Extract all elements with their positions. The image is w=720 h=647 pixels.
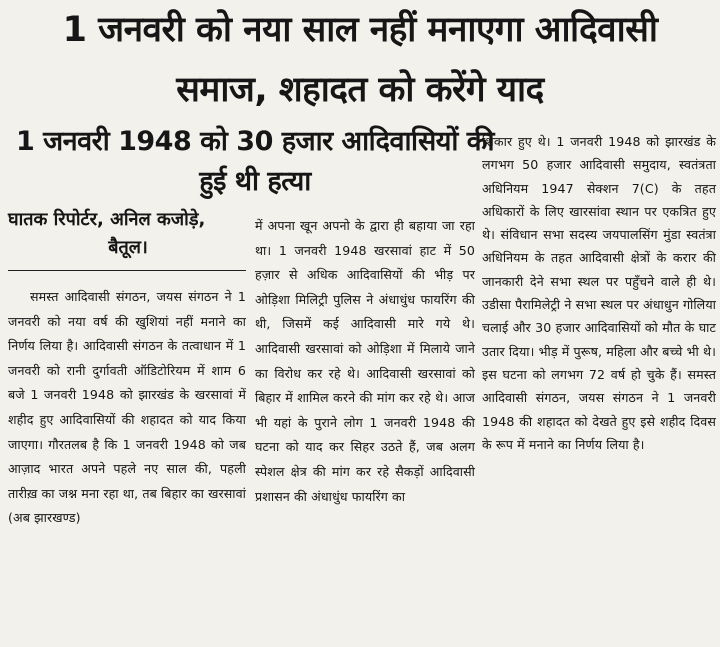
article-column-2-text: में अपना खून अपनो के द्वारा ही बहाया जा रहा था। 1 जनवरी 1948 खरसावां हाट में 50 हज़ार से अधिक आदिवासियों की भीड़ पर ओड़िशा मिलिट्री पुलिस ने अंधाधुंध फायरिंग की थी, जिसमें कई आदिवासी मारे गये थे। आदिवासी खरसावां को ओड़िशा में मिलाये जाने का विरोध कर रहे थे। आदिवासी खरसावां को बिहार में शामिल करने की मांग कर रहे थे। आज भी यहां के पुराने लोग 1 जनवरी 1948 की घटना को याद कर सिहर उठते हैं, जब अलग स्पेशल क्षेत्र की मांग कर रहे सैकड़ों आदिवासी प्रशासन की अंधाधुंध फायरिंग का [255, 218, 475, 504]
byline-reporter: घातक रिपोर्टर, अनिल कजोड़े, [8, 209, 206, 230]
byline-divider [8, 270, 246, 271]
article-column-3 [482, 130, 716, 456]
headline-line-2: समाज, शहादत को करेंगे याद [176, 70, 544, 110]
article-column-1 [8, 285, 246, 531]
byline-location: बैतूल। [108, 237, 148, 258]
headline-line-1: 1 जनवरी को नया साल नहीं मनाएगा आदिवासी [62, 10, 658, 50]
subheadline: 1 जनवरी 1948 को 30 हजार आदिवासियों की हुई थी हत्या [15, 126, 495, 197]
article-column-3-text: शिकार हुए थे। 1 जनवरी 1948 को झारखंड के लगभग 50 हजार आदिवासी समुदाय, स्वतंत्रता अधिनियम 1947 सेक्शन 7(C) के तहत अधिकारों के लिए खारसांवा स्थान पर एकत्रित हुए थे। संविधान सभा सदस्य जयपालसिंग मुंडा स्वतंत्रा अधिनियम के तहत आदिवासी क्षेत्रों के करार की जानकारी देने सभा स्थल पर पहुँचने वाले ही थे। उडीसा पैरामिलेट्री ने सभा स्थल पर अंधाधुन गोलिया चलाई और 30 हजार आदिवासियों को मौत के घाट उतार दिया। भीड़ में पुरूष, महिला और बच्चे भी थे। इस घटना को लगभग 72 वर्ष हो चुके हैं। समस्त आदिवासी संगठन, जयस संगठन ने 1 जनवरी 1948 की शहादत को देखते हुए इसे शहीद दिवस के रूप में मनाने का निर्णय लिया है। [482, 134, 716, 452]
article-column-2 [255, 214, 475, 509]
article-column-1-text: समस्त आदिवासी संगठन, जयस संगठन ने 1 जनवरी को नया वर्ष की खुशियां नहीं मनाने का निर्णय लिया है। आदिवासी संगठन के तत्वाधान में 1 जनवरी को रानी दुर्गावती ऑडिटोरियम में शाम 6 बजे 1 जनवरी 1948 को झारखंड के खरसावां में शहीद हुए आदिवासियों की शहादत को याद किया जाएगा। गौरतलब है कि 1 जनवरी 1948 को जब आज़ाद भारत अपने पहले नए साल की, पहली तारीख़ का जश्न मना रहा था, तब बिहार का खरसावां (अब झारखण्ड) [8, 289, 247, 526]
byline [8, 206, 248, 262]
